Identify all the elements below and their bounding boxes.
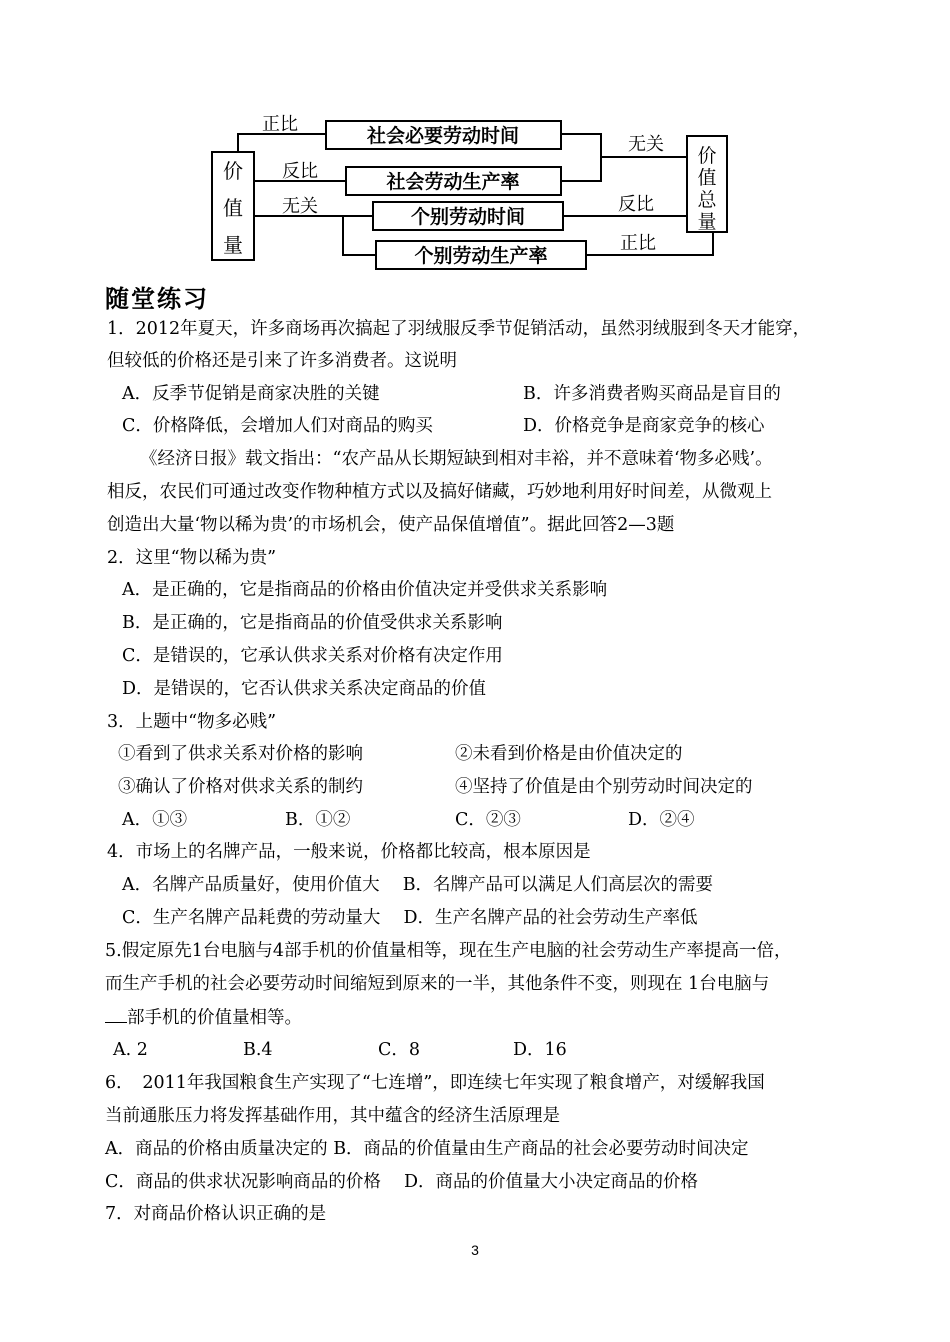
option-d: D．是错误的，它否认供求关系决定商品的价值	[122, 679, 487, 699]
section-title: 随堂练习	[105, 285, 209, 313]
question-1-text: 1．2012年夏天，许多商场再次搞起了羽绒服反季节促销活动，虽然羽绒服到冬天才能穿，	[107, 319, 811, 339]
node-label: 个别劳动时间	[410, 206, 526, 228]
option-c: C．②③	[455, 810, 521, 830]
left-box-char-1: 价	[223, 159, 243, 183]
material-text: 创造出大量‘物以稀为贵’的市场机会，使产品保值增值”。据此回答2—3题	[107, 515, 675, 535]
statement-4: ④坚持了价值是由个别劳动时间决定的	[455, 777, 753, 797]
edge-label: 反比	[618, 194, 654, 215]
option-d: D．②④	[628, 810, 695, 830]
right-box-char-3: 总	[697, 189, 717, 211]
option-b: B．是正确的，它是指商品的价值受供求关系影响	[122, 613, 503, 633]
option-b: B．许多消费者购买商品是盲目的	[523, 384, 781, 404]
edge-label: 正比	[262, 114, 298, 135]
option-a: A．是正确的，它是指商品的价格由价值决定并受供求关系影响	[122, 580, 608, 600]
option-a: A．反季节促销是商家决胜的关键	[122, 384, 380, 404]
question-1-text: 但较低的价格还是引来了许多消费者。这说明	[107, 351, 457, 371]
question-5-text	[105, 1004, 302, 1030]
left-box-char-2: 值	[223, 196, 243, 220]
right-box-char-2: 值	[697, 167, 717, 189]
question-2-text: 2．这里“物以稀为贵”	[107, 548, 277, 568]
edge-label: 正比	[620, 233, 656, 254]
value-relationship-diagram	[208, 112, 728, 272]
material-text: 相反，农民们可通过改变作物种植方式以及搞好储藏，巧妙地利用好时间差，从微观上	[107, 482, 772, 502]
statement-2: ②未看到价格是由价值决定的	[455, 744, 683, 764]
statement-3: ③确认了价格对供求关系的制约	[118, 777, 363, 797]
option-a: A．①③	[122, 810, 188, 830]
page-number: 3	[471, 1242, 479, 1258]
statement-1: ①看到了供求关系对价格的影响	[118, 744, 363, 764]
option-b: B.4	[243, 1040, 273, 1060]
question-5-tail: 部手机的价值量相等。	[127, 1008, 302, 1028]
question-6-text: 当前通胀压力将发挥基础作用，其中蕴含的经济生活原理是	[105, 1106, 560, 1126]
question-7-text: 7．对商品价格认识正确的是	[105, 1204, 327, 1224]
question-4-text: 4．市场上的名牌产品，一般来说，价格都比较高，根本原因是	[107, 842, 591, 862]
option-a: A. 2	[113, 1040, 148, 1060]
options-ab: A．商品的价格由质量决定的 B．商品的价值量由生产商品的社会必要劳动时间决定	[105, 1139, 749, 1159]
answer-blank	[105, 1004, 127, 1023]
option-d: D．16	[513, 1040, 567, 1060]
option-c: C．8	[378, 1040, 421, 1060]
right-box-char-1: 价	[697, 145, 717, 167]
right-box-char-4: 量	[697, 211, 717, 233]
option-c: C．价格降低，会增加人们对商品的购买	[122, 416, 433, 436]
material-text: 《经济日报》载文指出：“农产品从长期短缺到相对丰裕，并不意味着‘物多必贱’。	[140, 449, 773, 469]
question-3-text: 3．上题中“物多必贱”	[107, 712, 277, 732]
option-d: D．价格竞争是商家竞争的核心	[523, 416, 765, 436]
options-cd: C．商品的供求状况影响商品的价格 D．商品的价值量大小决定商品的价格	[105, 1172, 698, 1192]
question-5-text: 5.假定原先1台电脑与4部手机的价值量相等，现在生产电脑的社会劳动生产率提高一倍，	[105, 941, 792, 961]
options-ab: A．名牌产品质量好，使用价值大 B．名牌产品可以满足人们高层次的需要	[122, 875, 714, 895]
node-label: 个别劳动生产率	[414, 245, 548, 267]
node-label: 社会劳动生产率	[386, 171, 520, 193]
node-label: 社会必要劳动时间	[366, 125, 520, 147]
options-cd: C．生产名牌产品耗费的劳动量大 D．生产名牌产品的社会劳动生产率低	[122, 908, 698, 928]
edge-label: 反比	[282, 161, 318, 182]
option-c: C．是错误的，它承认供求关系对价格有决定作用	[122, 646, 503, 666]
left-box-char-3: 量	[223, 233, 243, 257]
option-b: B．①②	[285, 810, 351, 830]
question-5-text: 而生产手机的社会必要劳动时间缩短到原来的一半，其他条件不变，则现在 1台电脑与	[105, 974, 770, 994]
edge-label: 无关	[282, 196, 318, 217]
question-6-text: 6． 2011年我国粮食生产实现了“七连增”，即连续七年实现了粮食增产，对缓解我国	[105, 1073, 765, 1093]
edge-label: 无关	[628, 134, 664, 155]
